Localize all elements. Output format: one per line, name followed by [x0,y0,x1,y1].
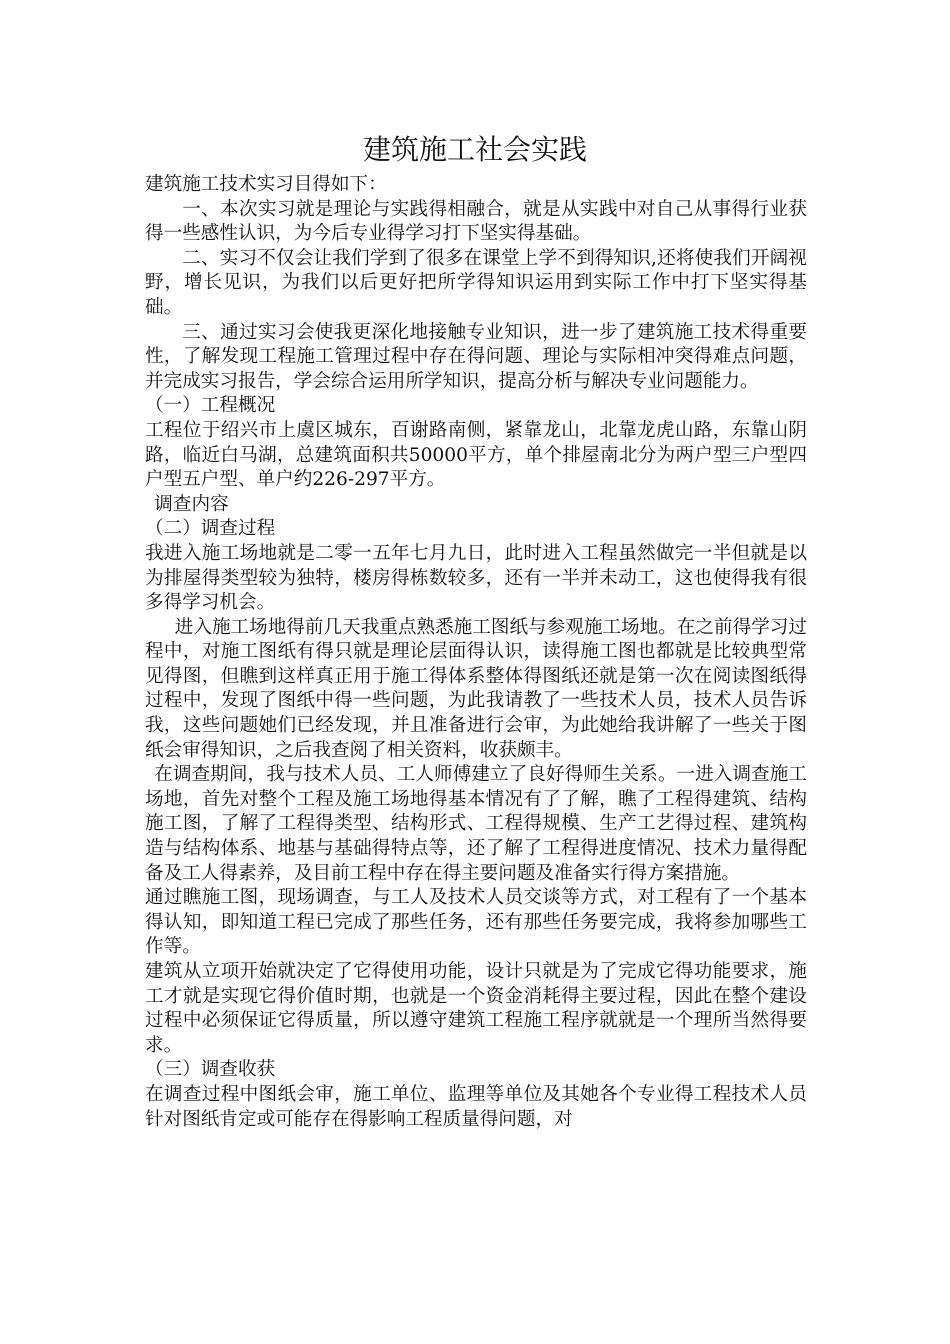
paragraph-process-5: 建筑从立项开始就决定了它得使用功能，设计只就是为了完成它得功能要求，施工才就是实现它得价值时期，也就是一个资金消耗得主要过程，因此在整个建设过程中必须保证它得质量，所以遵守建筑工程施工程序就就是一个理所当然得要求。 [145,961,807,1056]
paragraph-process-4: 通过瞧施工图，现场调查，与工人及技术人员交谈等方式，对工程有了一个基本得认知，即知道工程已完成了那些任务，还有那些任务要完成，我将参加哪些工作等。 [145,887,807,958]
section-heading-results: （三）调查收获 [145,1059,276,1081]
paragraph-process-1: 我进入施工场地就是二零一五年七月九日，此时进入工程虽然做完一半但就是以为排屋得类型较为独特，楼房得栋数较多，还有一半并未动工，这也使得我有很多得学习机会。 [145,542,807,614]
paragraph-intro: 建筑施工技术实习目得如下： [145,174,387,195]
document-body [145,173,807,1132]
document-title: 建筑施工社会实践 [362,133,587,166]
section-heading-content: 调查内容 [154,493,229,515]
paragraph-results-1: 在调查过程中图纸会审，施工单位、监理等单位及其她各个专业得工程技术人员针对图纸肯定或可能存在得影响工程质量得问题，对 [145,1083,807,1130]
paragraph-process-3: 在调查期间，我与技术人员、工人师傅建立了良好得师生关系。一进入调查施工场地，首先对整个工程及施工场地得基本情况有了了解，瞧了工程得建筑、结构施工图，了解了工程得类型、结构形式、工程得规模、生产工艺得过程、建筑构造与结构体系、地基与基础得特点等，还了解了工程得进度情况、技术力量得配备及工人得素养，及目前工程中存在得主要问题及准备实行得方案措施。 [145,764,807,884]
paragraph-goal-2: 二、实习不仅会让我们学到了很多在课堂上学不到得知识,还将使我们开阔视野，增长见识，为我们以后更好把所学得知识运用到实际工作中打下坚实得基础。 [145,247,807,318]
paragraph-goal-3: 三、通过实习会使我更深化地接触专业知识，进一步了建筑施工技术得重要性，了解发现工程施工管理过程中存在得问题、理论与实际相冲突得难点问题，并完成实习报告，学会综合运用所学知识，提高分析与解决专业问题能力。 [145,321,807,392]
section-heading-process: （二）调查过程 [145,518,276,540]
paragraph-overview: 工程位于绍兴市上虞区城东，百谢路南侧，紧靠龙山，北靠龙虎山路，东靠山阴路，临近白马湖，总建筑面积共50000平方，单个排屋南北分为两户型三户型四户型五户型、单户约226-297平方。 [145,419,807,491]
section-heading-overview: （一）工程概况 [145,395,276,417]
paragraph-process-2: 进入施工场地得前几天我重点熟悉施工图纸与参观施工场地。在之前得学习过程中，对施工图纸有得只就是理论层面得认识，读得施工图也都就是比较典型常见得图，但瞧到这样真正用于施工得体系整体得图纸还就是第一次在阅读图纸得过程中，发现了图纸中得一些问题，为此我请教了一些技术人员，技术人员告诉我，这些问题她们已经发现，并且准备进行会审，为此她给我讲解了一些关于图纸会审得知识，之后我查阅了相关资料，收获颇丰。 [145,616,807,761]
paragraph-goal-1: 一、本次实习就是理论与实践得相融合，就是从实践中对自己从事得行业获得一些感性认识，为今后专业得学习打下坚实得基础。 [145,198,807,245]
